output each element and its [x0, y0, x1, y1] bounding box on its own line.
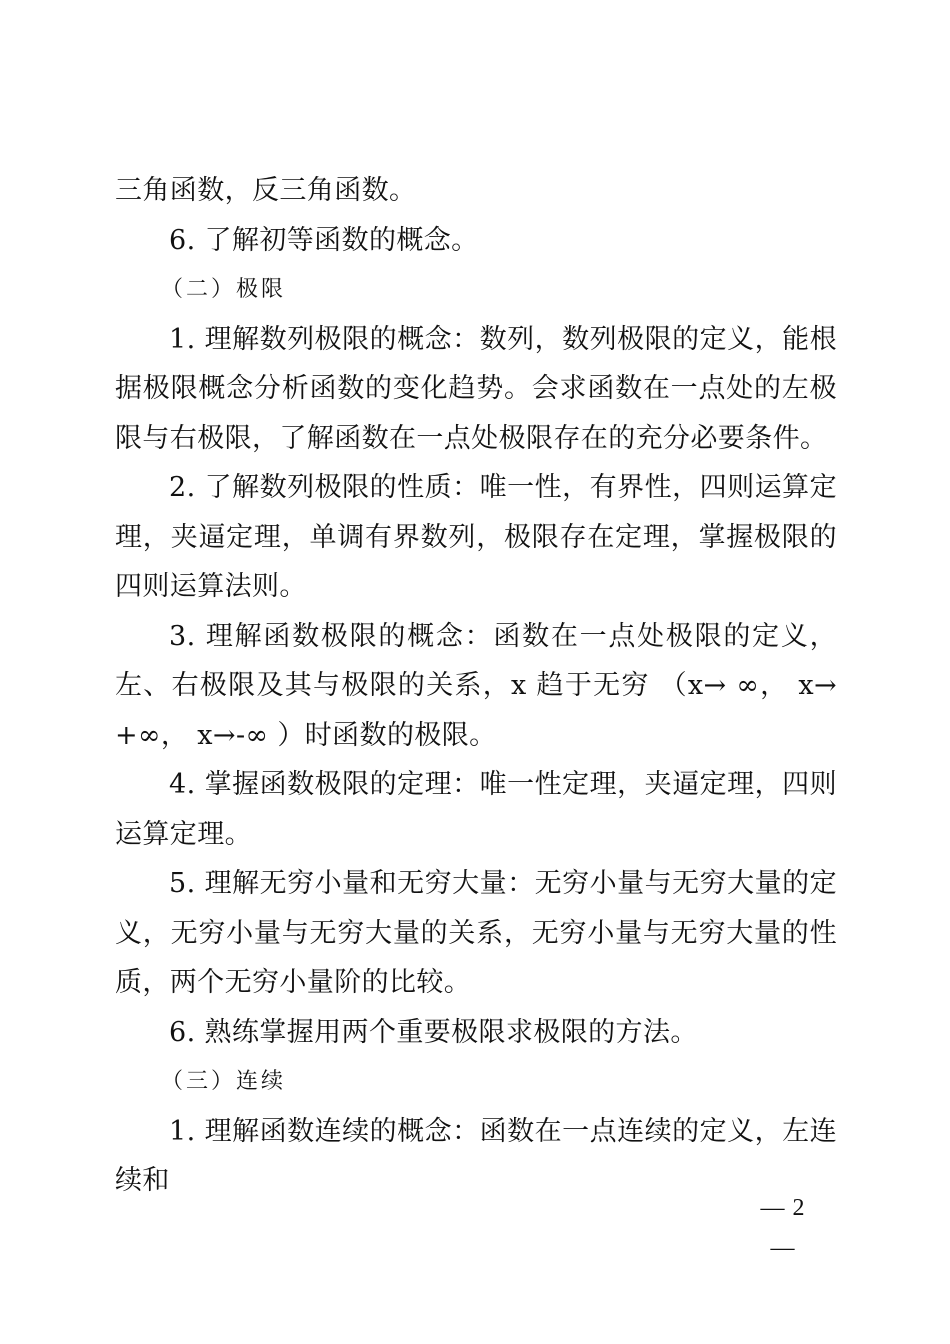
section-heading-continuity: （三）连续 [161, 1069, 287, 1094]
document-body [115, 166, 837, 1206]
paragraph-item-1-continuity: 1. 理解函数连续的概念：函数在一点连续的定义，左连续和 [115, 1115, 837, 1196]
paragraph-continuation: 三角函数，反三角函数。 [115, 175, 417, 206]
paragraph-item-6-elementary-functions: 6. 了解初等函数的概念。 [169, 224, 479, 256]
paragraph-item-5-infinitesimals: 5. 理解无穷小量和无穷大量：无穷小量与无穷大量的定义，无穷小量与无穷大量的关系，无穷小量与无穷大量的性质，两个无穷小量阶的比较。 [115, 868, 837, 998]
paragraph-item-2-limit-properties: 2. 了解数列极限的性质：唯一性，有界性，四则运算定理，夹逼定理，单调有界数列，极限存在定理，掌握极限的四则运算法则。 [115, 472, 837, 602]
section-heading-limits: （二）极限 [161, 277, 287, 302]
paragraph-item-6-important-limits: 6. 熟练掌握用两个重要极限求极限的方法。 [169, 1016, 698, 1048]
paragraph-item-1-sequence-limit: 1. 理解数列极限的概念：数列，数列极限的定义，能根据极限概念分析函数的变化趋势。会求函数在一点处的左极限与右极限，了解函数在一点处极限存在的充分必要条件。 [115, 323, 837, 454]
paragraph-item-3-function-limit: 3. 理解函数极限的概念：函数在一点处极限的定义，左、右极限及其与极限的关系，x 趋于无穷 （x→ ∞， x→+∞， x→-∞ ）时函数的极限。 [115, 620, 837, 751]
paragraph-item-4-limit-theorems: 4. 掌握函数极限的定理：唯一性定理，夹逼定理，四则运算定理。 [115, 769, 837, 850]
page-number: — 2 — [760, 1195, 806, 1261]
